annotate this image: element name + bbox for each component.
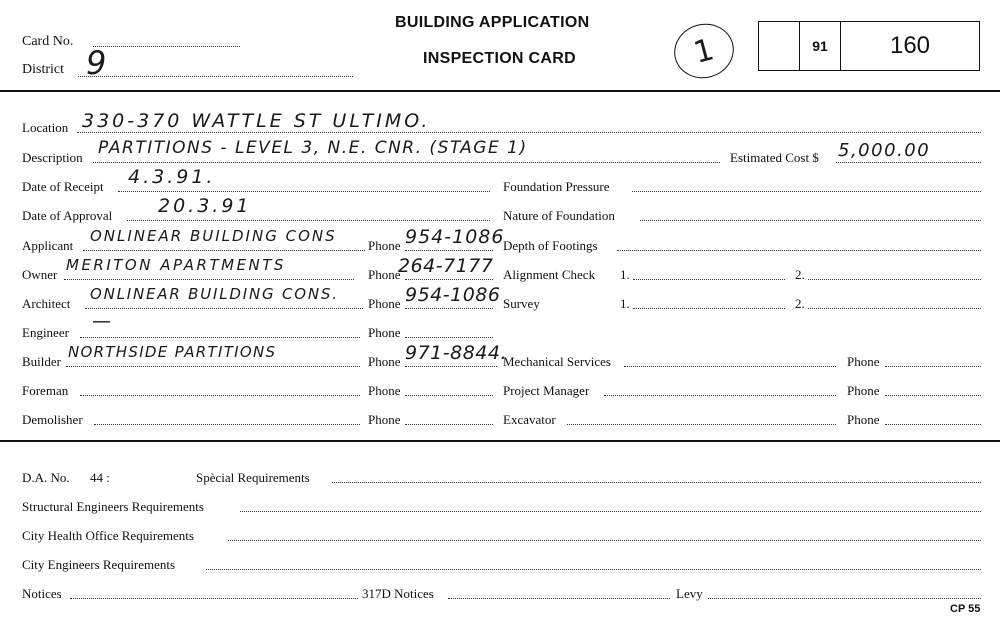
survey-field2[interactable] (808, 308, 981, 309)
project-manager-label: Project Manager (503, 383, 590, 398)
survey-label: Survey (503, 296, 540, 311)
section-divider (0, 440, 1000, 442)
alignment-check-item1: 1. (620, 267, 630, 282)
notices-317d-label: 317D Notices (362, 586, 434, 601)
foundation-pressure-field[interactable] (632, 191, 981, 192)
applicant-field[interactable] (83, 250, 365, 251)
excavator-label: Excavator (503, 412, 556, 427)
depth-footings-field[interactable] (617, 250, 981, 251)
architect-phone-label: Phone (368, 296, 401, 311)
alignment-check-field1[interactable] (633, 279, 785, 280)
district-value: 9 (86, 44, 107, 82)
district-label: District (22, 62, 64, 77)
date-approval-value: 20.3.91 (158, 195, 252, 217)
architect-phone-field[interactable] (405, 308, 493, 309)
builder-phone-field[interactable] (405, 366, 497, 367)
circled-number: 1 (668, 17, 740, 85)
special-requirements-label: Spècial Requirements (196, 470, 310, 485)
engineer-phone-label: Phone (368, 325, 401, 340)
architect-phone-value: 954-1086 (405, 284, 501, 306)
foreman-phone-field[interactable] (405, 395, 493, 396)
levy-field[interactable] (708, 598, 981, 599)
builder-field[interactable] (66, 366, 360, 367)
card-no-label: Card No. (22, 34, 74, 49)
form-code: CP 55 (950, 603, 981, 615)
estimated-cost-value: 5,000.00 (838, 140, 931, 161)
notices-field[interactable] (70, 598, 358, 599)
project-manager-phone-field[interactable] (885, 395, 981, 396)
date-receipt-field[interactable] (118, 191, 490, 192)
demolisher-label: Demolisher (22, 412, 83, 427)
nature-foundation-field[interactable] (640, 220, 981, 221)
builder-label: Builder (22, 354, 61, 369)
estimated-cost-label: Estimated Cost $ (730, 150, 819, 165)
city-health-label: City Health Office Requirements (22, 528, 194, 543)
da-no-label: D.A. No. (22, 470, 70, 485)
structural-engineers-field[interactable] (240, 511, 981, 512)
special-requirements-field[interactable] (332, 482, 981, 483)
nature-foundation-label: Nature of Foundation (503, 208, 615, 223)
location-value: 330-370 WATTLE ST ULTIMO. (82, 110, 431, 132)
survey-item1: 1. (620, 296, 630, 311)
engineer-label: Engineer (22, 325, 69, 340)
excavator-field[interactable] (567, 424, 836, 425)
estimated-cost-field[interactable] (836, 162, 981, 163)
owner-value: MERITON APARTMENTS (66, 256, 286, 274)
foreman-label: Foreman (22, 383, 69, 398)
applicant-phone-value: 954-1086 (405, 226, 505, 248)
foreman-field[interactable] (80, 395, 360, 396)
demolisher-field[interactable] (94, 424, 360, 425)
applicant-value: ONLINEAR BUILDING CONS (90, 227, 337, 245)
card-box-number: 160 (840, 21, 980, 71)
card-no-field[interactable] (93, 46, 240, 47)
mechanical-services-field[interactable] (624, 366, 836, 367)
alignment-check-label: Alignment Check (503, 267, 596, 282)
title-line2: INSPECTION CARD (423, 50, 576, 67)
project-manager-field[interactable] (604, 395, 836, 396)
survey-field1[interactable] (633, 308, 785, 309)
notices-label: Notices (22, 586, 62, 601)
applicant-phone-label: Phone (368, 238, 401, 253)
alignment-check-item2: 2. (795, 267, 805, 282)
date-approval-field[interactable] (127, 220, 490, 221)
mechanical-phone-field[interactable] (885, 366, 981, 367)
owner-phone-value: 264-7177 (398, 255, 494, 277)
da-no-value: 44 : (90, 470, 110, 485)
city-health-field[interactable] (228, 540, 981, 541)
project-manager-phone-label: Phone (847, 383, 880, 398)
engineer-field[interactable] (80, 337, 360, 338)
applicant-phone-field[interactable] (405, 250, 493, 251)
foundation-pressure-label: Foundation Pressure (503, 179, 610, 194)
applicant-label: Applicant (22, 238, 74, 253)
location-label: Location (22, 120, 69, 135)
owner-phone-label: Phone (368, 267, 401, 282)
builder-value: NORTHSIDE PARTITIONS (68, 343, 277, 361)
demolisher-phone-field[interactable] (405, 424, 493, 425)
description-value: PARTITIONS - LEVEL 3, N.E. CNR. (STAGE 1) (98, 138, 528, 158)
mechanical-services-label: Mechanical Services (503, 354, 611, 369)
alignment-check-field2[interactable] (808, 279, 981, 280)
date-approval-label: Date of Approval (22, 208, 113, 223)
depth-footings-label: Depth of Footings (503, 238, 598, 253)
survey-item2: 2. (795, 296, 805, 311)
date-receipt-label: Date of Receipt (22, 179, 104, 194)
owner-label: Owner (22, 267, 58, 282)
architect-field[interactable] (85, 308, 363, 309)
notices-317d-field[interactable] (448, 598, 670, 599)
title-line1: BUILDING APPLICATION (395, 14, 590, 31)
city-engineers-field[interactable] (206, 569, 981, 570)
description-field[interactable] (93, 162, 720, 163)
demolisher-phone-label: Phone (368, 412, 401, 427)
engineer-value: — (92, 310, 112, 332)
architect-value: ONLINEAR BUILDING CONS. (90, 285, 339, 303)
location-field[interactable] (77, 132, 981, 133)
description-label: Description (22, 150, 83, 165)
builder-phone-value: 971-8844. (405, 342, 508, 364)
date-receipt-value: 4.3.91. (128, 166, 216, 188)
excavator-phone-field[interactable] (885, 424, 981, 425)
card-box-year: 91 (799, 21, 841, 71)
foreman-phone-label: Phone (368, 383, 401, 398)
district-field[interactable] (78, 76, 353, 77)
card-box-blank (758, 21, 800, 71)
header-divider (0, 90, 1000, 92)
architect-label: Architect (22, 296, 71, 311)
engineer-phone-field[interactable] (405, 337, 493, 338)
excavator-phone-label: Phone (847, 412, 880, 427)
mechanical-phone-label: Phone (847, 354, 880, 369)
city-engineers-label: City Engineers Requirements (22, 557, 176, 572)
owner-phone-field[interactable] (405, 279, 493, 280)
builder-phone-label: Phone (368, 354, 401, 369)
structural-engineers-label: Structural Engineers Requirements (22, 499, 204, 514)
owner-field[interactable] (64, 279, 354, 280)
levy-label: Levy (676, 586, 703, 601)
